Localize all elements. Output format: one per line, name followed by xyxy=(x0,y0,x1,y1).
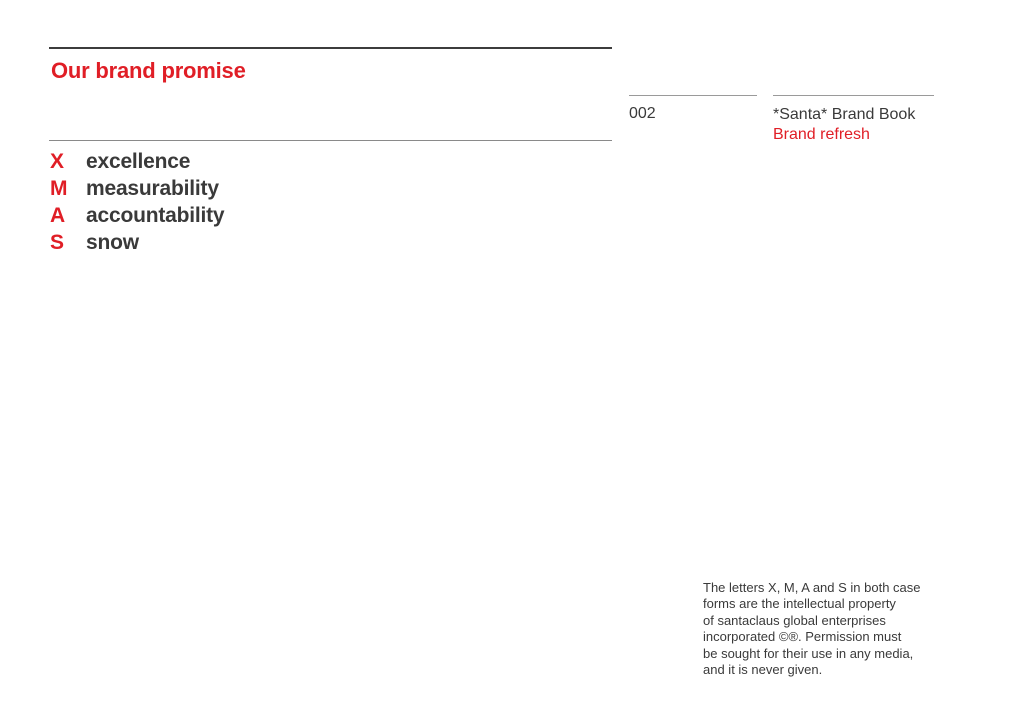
legal-note-line: of santaclaus global enterprises xyxy=(703,612,886,628)
legal-note xyxy=(703,580,963,678)
acronym-row xyxy=(50,229,224,256)
acronym-letter: M xyxy=(50,176,68,200)
acronym-letter: X xyxy=(50,149,65,173)
section-divider xyxy=(49,140,612,141)
acronym-word: accountability xyxy=(86,203,225,227)
legal-note-line: forms are the intellectual property xyxy=(703,596,896,612)
acronym-word: snow xyxy=(86,230,139,254)
book-title: *Santa* Brand Book xyxy=(773,106,916,123)
book-title-rule xyxy=(773,95,934,96)
page-number: 002 xyxy=(629,105,656,122)
legal-note-line: incorporated ©®. Permission must xyxy=(703,629,902,645)
legal-note-line: The letters X, M, A and S in both case xyxy=(703,580,921,595)
acronym-row xyxy=(50,202,224,229)
acronym-word: excellence xyxy=(86,149,191,173)
legal-note-line: and it is never given. xyxy=(703,662,823,678)
acronym-list xyxy=(50,148,224,256)
acronym-letter: A xyxy=(50,203,66,227)
book-heading xyxy=(773,105,915,145)
acronym-word: measurability xyxy=(86,176,219,200)
page-number-rule xyxy=(629,95,757,96)
book-subtitle: Brand refresh xyxy=(773,126,870,143)
page-title: Our brand promise xyxy=(51,58,246,83)
acronym-row xyxy=(50,175,224,202)
acronym-row xyxy=(50,148,224,175)
legal-note-line: be sought for their use in any media, xyxy=(703,645,914,661)
top-divider xyxy=(49,47,612,49)
acronym-letter: S xyxy=(50,230,65,254)
